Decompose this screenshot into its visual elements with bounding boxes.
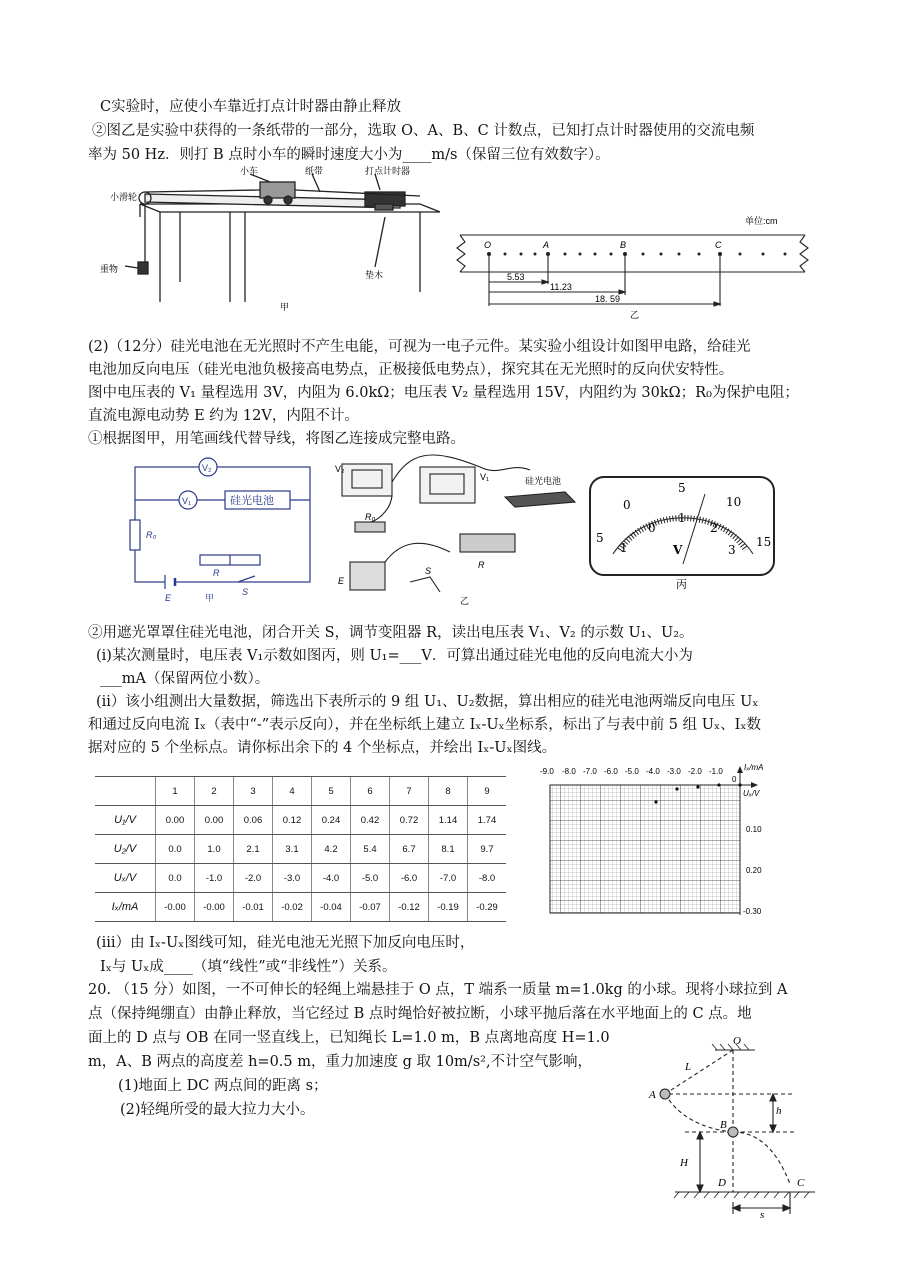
r0-label: R₀ <box>146 530 157 540</box>
x-tick: -9.0 <box>540 767 554 776</box>
wiring-v2-label: V₂ <box>335 464 345 474</box>
table-cell: U₁/V <box>95 806 156 835</box>
text-line: ___mA（保留两位小数）。 <box>100 671 270 687</box>
table-header-cell: 7 <box>390 777 429 806</box>
dial-outer-0: 0 <box>623 498 631 512</box>
table-row <box>95 893 506 922</box>
x-tick: -3.0 <box>667 767 681 776</box>
label-cart: 小车 <box>240 166 259 176</box>
table-cell: 9.7 <box>468 835 507 864</box>
table-cell: -0.19 <box>429 893 468 922</box>
table-cell: -0.00 <box>195 893 234 922</box>
dial-outer-10: 10 <box>726 495 742 509</box>
label-weight: 重物 <box>100 264 119 274</box>
caption-jia: 甲 <box>280 302 290 312</box>
table-cell: 0.72 <box>390 806 429 835</box>
text-line: 电池加反向电压（硅光电池负极接高电势点，正极接低电势点），探究其在无光照时的反向伏安特性。 <box>88 362 734 378</box>
x-tick: -1.0 <box>709 767 723 776</box>
text-line: m，A、B 两点的高度差 h=0.5 m，重力加速度 g 取 10m/s²,不计空气影响， <box>88 1054 593 1070</box>
tape-unit: 单位:cm <box>745 216 778 226</box>
table-cell: 0.24 <box>312 806 351 835</box>
table-cell: 1.74 <box>468 806 507 835</box>
table-cell: U₂/V <box>95 835 156 864</box>
cart-apparatus-figure <box>100 162 440 312</box>
text-line: (2)（12分）硅光电池在无光照时不产生电能，可视为一电子元件。某实验小组设计如图甲电路，给硅光 <box>88 339 751 355</box>
table-cell: -7.0 <box>429 864 468 893</box>
text-line: (2)轻绳所受的最大拉力大小。 <box>120 1102 315 1118</box>
label-d: D <box>718 1177 726 1189</box>
table-cell: 1.14 <box>429 806 468 835</box>
x-tick: -7.0 <box>583 767 597 776</box>
table-cell: -3.0 <box>273 864 312 893</box>
dial-inner-0: 0 <box>648 521 656 535</box>
text-line: (1)地面上 DC 两点间的距离 s； <box>118 1078 328 1094</box>
table-cell: -5.0 <box>351 864 390 893</box>
point-a: A <box>543 240 550 250</box>
wiring-e-label: E <box>338 576 345 586</box>
text-line: (ii）该小组测出大量数据，筛选出下表所示的 9 组 U₁、U₂数据，算出相应的硅光电池两端反向电压 Uₓ <box>96 694 759 710</box>
label-pad: 垫木 <box>365 270 384 280</box>
dial-unit-label: V <box>673 543 683 557</box>
dial-inner-2: 2 <box>710 521 718 535</box>
table-cell: 0.42 <box>351 806 390 835</box>
table-cell: Uₓ/V <box>95 864 156 893</box>
table-cell: -0.04 <box>312 893 351 922</box>
label-h: h <box>776 1105 782 1117</box>
caption-yi: 乙 <box>630 310 640 320</box>
table-header-cell: 6 <box>351 777 390 806</box>
wiring-figure <box>330 452 585 607</box>
text-line: 率为 50 Hz．则打 B 点时小车的瞬时速度大小为____m/s（保留三位有效数字）。 <box>88 147 610 163</box>
text-line: 20. （15 分）如图，一不可伸长的轻绳上端悬挂于 O 点，T 端系一质量 m=1.0kg 的小球。现将小球拉到 A <box>88 982 788 998</box>
x-tick: -5.0 <box>625 767 639 776</box>
table-cell: 8.1 <box>429 835 468 864</box>
table-cell: -0.12 <box>390 893 429 922</box>
table-cell: 0.0 <box>156 864 195 893</box>
text-line: 点（保持绳绷直）由静止释放，当它经过 B 点时绳恰好被拉断，小球平抛后落在水平地面上的 C 点。地 <box>88 1006 752 1022</box>
table-cell: -0.00 <box>156 893 195 922</box>
x-tick: -6.0 <box>604 767 618 776</box>
table-cell: 0.00 <box>156 806 195 835</box>
label-b: B <box>720 1119 727 1131</box>
table-cell: -2.0 <box>234 864 273 893</box>
table-cell: 4.2 <box>312 835 351 864</box>
text-line: 和通过反向电流 Iₓ（表中“-”表示反向），并在坐标纸上建立 Iₓ-Uₓ坐标系，标出了与表中前 5 组 Uₓ、Iₓ数 <box>88 717 761 733</box>
table-header-cell: 5 <box>312 777 351 806</box>
text-line: ②图乙是实验中获得的一条纸带的一部分，选取 O、A、B、C 计数点，已知打点计时器使用的交流电频 <box>92 123 755 139</box>
data-table <box>95 776 506 922</box>
x-axis-label: Uₓ/V <box>743 789 760 798</box>
table-cell: -6.0 <box>390 864 429 893</box>
point-o: O <box>484 240 492 250</box>
table-header-cell: 4 <box>273 777 312 806</box>
text-line: (i)某次测量时，电压表 V₁示数如图丙，则 U₁=___V．可算出通过硅光电他的反向电流大小为 <box>96 648 693 664</box>
e-label: E <box>165 593 172 603</box>
x-tick: -8.0 <box>562 767 576 776</box>
table-cell: 6.7 <box>390 835 429 864</box>
table-cell: -0.02 <box>273 893 312 922</box>
circuit-diagram <box>120 455 320 605</box>
meter-v1-label: V₁ <box>182 496 192 506</box>
dial-outer-15: 15 <box>756 535 772 549</box>
point-c: C <box>715 240 722 250</box>
dial-left-5: 5 <box>596 531 604 545</box>
label-tape: 纸带 <box>305 166 324 176</box>
y-tick: 0.10 <box>746 825 762 834</box>
meter-v2-label: V₂ <box>202 463 212 473</box>
table-cell: -8.0 <box>468 864 507 893</box>
s-label: S <box>242 587 249 597</box>
caption-yi: 乙 <box>460 596 470 606</box>
paper-tape-figure <box>455 210 815 322</box>
graph-paper <box>540 760 780 920</box>
table-header-cell: 3 <box>234 777 273 806</box>
text-line: C实验时，应使小车靠近打点计时器由静止释放 <box>100 99 402 115</box>
pendulum-figure <box>645 1032 820 1218</box>
wiring-r0-label: R₀ <box>365 512 376 522</box>
table-cell: Iₓ/mA <box>95 893 156 922</box>
label-timer: 打点计时器 <box>365 166 411 176</box>
x-tick: -4.0 <box>646 767 660 776</box>
table-cell: 0.0 <box>156 835 195 864</box>
table-header-cell: 2 <box>195 777 234 806</box>
text-line: 面上的 D 点与 OB 在同一竖直线上，已知绳长 L=1.0 m，B 点离地高度 H=1.0 <box>88 1030 610 1046</box>
caption-bing: 丙 <box>676 578 687 591</box>
table-cell: 1.0 <box>195 835 234 864</box>
table-header-cell: 1 <box>156 777 195 806</box>
table-cell: 3.1 <box>273 835 312 864</box>
table-cell: 5.4 <box>351 835 390 864</box>
wiring-s-label: S <box>425 566 432 576</box>
table-cell: 2.1 <box>234 835 273 864</box>
table-cell: 0.12 <box>273 806 312 835</box>
text-line: (iii）由 Iₓ-Uₓ图线可知，硅光电池无光照下加反向电压时， <box>96 935 475 951</box>
distance-oa: 5.53 <box>507 272 525 282</box>
x-tick: -2.0 <box>688 767 702 776</box>
table-header-cell: 8 <box>429 777 468 806</box>
table-cell: -1.0 <box>195 864 234 893</box>
text-line: 图中电压表的 V₁ 量程选用 3V，内阻为 6.0kΩ；电压表 V₂ 量程选用 15V，内阻约为 30kΩ；R₀为保护电阻； <box>88 385 799 401</box>
table-row <box>95 806 506 835</box>
text-line: 直流电源电动势 E 约为 12V，内阻不计。 <box>88 408 359 424</box>
x-tick: 0 <box>732 775 737 784</box>
table-cell: -4.0 <box>312 864 351 893</box>
point-b: B <box>620 240 627 250</box>
y-tick: 0.20 <box>746 866 762 875</box>
voltmeter-dial <box>588 474 778 594</box>
wiring-cell-label: 硅光电池 <box>525 476 562 486</box>
table-row <box>95 864 506 893</box>
label-s: s <box>760 1209 765 1218</box>
label-big-h: H <box>680 1157 688 1169</box>
y-tick: -0.30 <box>743 907 762 916</box>
wiring-v1-label: V₁ <box>480 472 490 482</box>
table-cell: -0.01 <box>234 893 273 922</box>
text-line: ①根据图甲，用笔画线代替导线，将图乙连接成完整电路。 <box>88 431 465 447</box>
dial-outer-5: 5 <box>678 481 686 495</box>
label-a: A <box>649 1089 656 1101</box>
table-cell: 0.00 <box>195 806 234 835</box>
distance-oc: 18. 59 <box>595 294 621 304</box>
caption-jia: 甲 <box>205 593 215 603</box>
y-axis-label: Iₓ/mA <box>744 763 764 772</box>
dial-inner-3: 3 <box>728 543 736 557</box>
text-line: 据对应的 5 个坐标点。请你标出余下的 4 个坐标点，并绘出 Iₓ-Uₓ图线。 <box>88 740 557 756</box>
table-row <box>95 835 506 864</box>
label-o: O <box>733 1035 741 1047</box>
dial-left-1: 1 <box>620 541 628 555</box>
label-pulley: 小滑轮 <box>110 192 138 202</box>
table-cell: -0.07 <box>351 893 390 922</box>
distance-ob: 11.23 <box>550 282 572 292</box>
r-label: R <box>213 568 220 578</box>
label-c: C <box>797 1177 805 1189</box>
dial-inner-1: 1 <box>678 511 686 525</box>
text-line: ②用遮光罩罩住硅光电池，闭合开关 S，调节变阻器 R，读出电压表 V₁、V₂ 的示数 U₁、U₂。 <box>88 625 694 641</box>
table-header-cell <box>95 777 156 806</box>
table-cell: 0.06 <box>234 806 273 835</box>
table-cell: -0.29 <box>468 893 507 922</box>
cell-label: 硅光电池 <box>230 495 274 507</box>
table-header-row <box>95 777 506 806</box>
text-line: Iₓ与 Uₓ成____（填“线性”或“非线性”）关系。 <box>100 959 397 975</box>
label-l: L <box>685 1061 692 1073</box>
table-header-cell: 9 <box>468 777 507 806</box>
wiring-r-label: R <box>478 560 485 570</box>
